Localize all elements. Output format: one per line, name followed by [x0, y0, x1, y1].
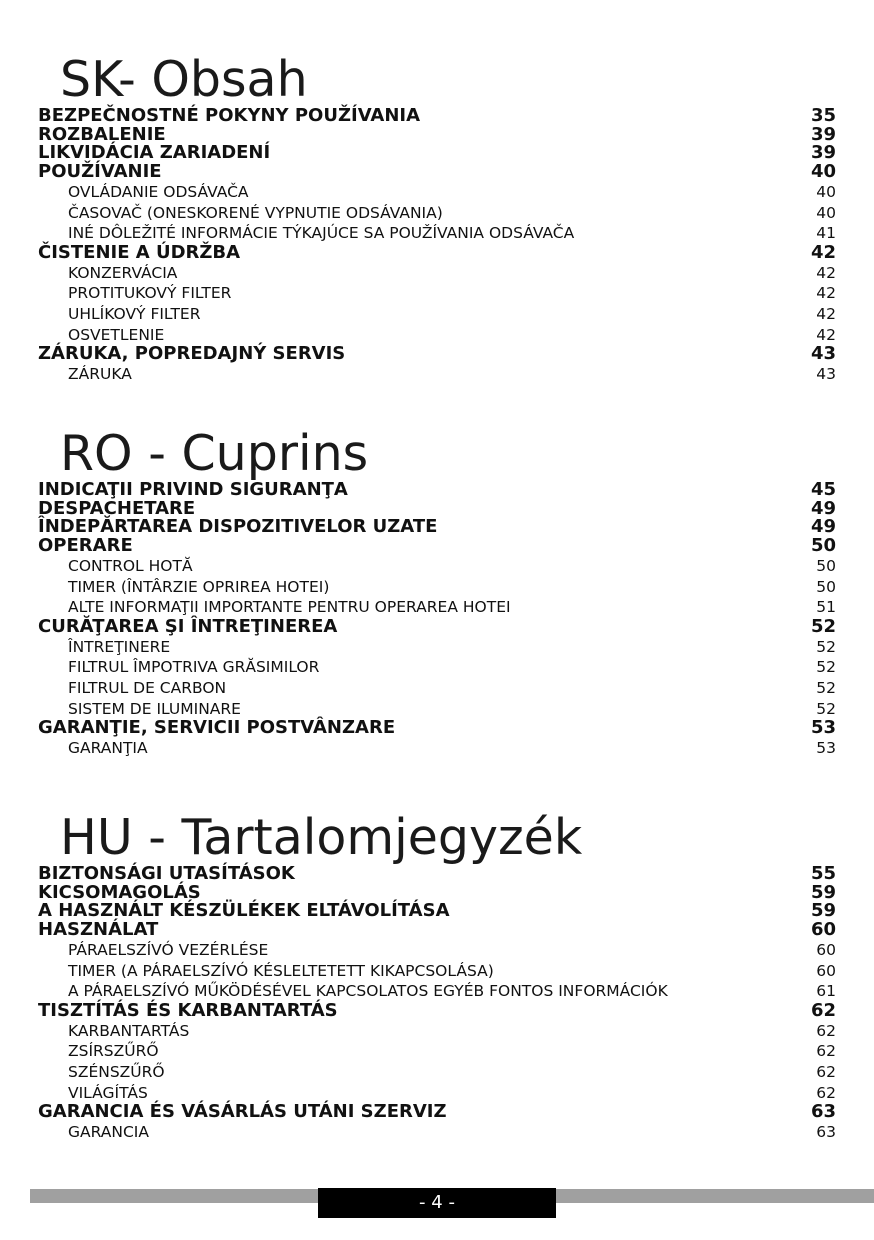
toc-entry-label: TISZTÍTÁS ÉS KARBANTARTÁS: [38, 999, 338, 1021]
toc-chapter-entry: [38, 163, 836, 182]
toc-entry-label: UHLÍKOVÝ FILTER: [68, 305, 201, 324]
toc-entry-label: CURĂŢAREA ŞI ÎNTREŢINEREA: [38, 615, 338, 637]
toc-entry-page: 59: [810, 881, 836, 903]
section-title: HU - Tartalomjegyzék: [60, 809, 583, 866]
toc-entry-label: INDICAŢII PRIVIND SIGURANŢA: [38, 479, 348, 500]
toc-list: [38, 865, 836, 1143]
toc-entry-page: 42: [816, 305, 836, 324]
toc-entry-label: TIMER (ÎNTÂRZIE OPRIREA HOTEI): [68, 577, 330, 596]
toc-chapter-entry: [38, 719, 836, 738]
toc-entry-page: 40: [816, 203, 836, 222]
toc-subentry: [38, 637, 836, 658]
toc-entry-label: ÎNDEPĂRTAREA DISPOZITIVELOR UZATE: [38, 516, 438, 538]
toc-chapter-entry: [38, 999, 836, 1021]
toc-entry-page: 60: [816, 940, 836, 959]
toc-subentry: [38, 738, 836, 759]
toc-subentry: [38, 981, 836, 1002]
toc-entry-page: 52: [816, 679, 836, 698]
toc-entry-page: 39: [810, 142, 836, 164]
toc-entry-label: HASZNÁLAT: [38, 919, 159, 941]
toc-entry-label: ZÁRUKA: [68, 365, 132, 384]
toc-entry-label: A HASZNÁLT KÉSZÜLÉKEK ELTÁVOLÍTÁSA: [38, 900, 450, 922]
toc-entry-label: OPERARE: [38, 535, 133, 557]
toc-subentry: [38, 1122, 836, 1143]
toc-chapter-entry: [38, 865, 836, 884]
toc-chapter-entry: [38, 537, 836, 556]
toc-entry-label: BEZPEČNOSTNÉ POKYNY POUŽÍVANIA: [38, 105, 421, 126]
toc-entry-label: ALTE INFORMAŢII IMPORTANTE PENTRU OPERAREA HOTEI: [68, 598, 511, 617]
toc-entry-label: INÉ DÔLEŽITÉ INFORMÁCIE TÝKAJÚCE SA POUŽÍVANIA ODSÁVAČA: [68, 224, 575, 243]
toc-entry-page: 35: [810, 105, 836, 126]
toc-entry-label: POUŽÍVANIE: [38, 161, 162, 183]
toc-entry-page: 51: [816, 598, 836, 617]
toc-entry-label: GARANCIA: [68, 1123, 149, 1142]
toc-entry-page: 40: [816, 182, 836, 201]
toc-chapter-entry: [38, 615, 836, 637]
toc-chapter-entry: [38, 481, 836, 500]
toc-entry-page: 53: [816, 739, 836, 758]
toc-entry-page: 49: [810, 497, 836, 519]
toc-subentry: [38, 577, 836, 598]
toc-entry-page: 42: [816, 325, 836, 344]
toc-entry-page: 61: [816, 982, 836, 1001]
toc-chapter-entry: [38, 1103, 836, 1122]
toc-entry-label: PÁRAELSZÍVÓ VEZÉRLÉSE: [68, 940, 269, 959]
toc-entry-label: GARANCIA ÉS VÁSÁRLÁS UTÁNI SZERVIZ: [38, 1101, 447, 1123]
toc-entry-page: 43: [816, 365, 836, 384]
toc-entry-page: 52: [816, 699, 836, 718]
toc-entry-label: SZÉNSZŰRŐ: [68, 1063, 165, 1082]
toc-entry-page: 60: [816, 961, 836, 980]
toc-section-ro: [38, 425, 836, 759]
toc-entry-page: 39: [810, 123, 836, 145]
toc-entry-label: VILÁGÍTÁS: [68, 1083, 148, 1102]
toc-entry-label: DESPACHETARE: [38, 497, 196, 519]
toc-entry-label: SISTEM DE ILUMINARE: [68, 699, 241, 718]
toc-subentry: [38, 1021, 836, 1042]
toc-subentry: [38, 223, 836, 244]
toc-list: [38, 107, 836, 385]
toc-entry-label: ZÁRUKA, POPREDAJNÝ SERVIS: [38, 343, 346, 365]
toc-subentry: [38, 678, 836, 699]
toc-entry-page: 42: [816, 284, 836, 303]
toc-entry-page: 41: [816, 224, 836, 243]
toc-entry-label: CONTROL HOTĂ: [68, 556, 193, 575]
toc-entry-page: 49: [810, 516, 836, 538]
toc-entry-page: 55: [810, 863, 836, 884]
toc-entry-label: ČASOVAČ (ONESKORENÉ VYPNUTIE ODSÁVANIA): [68, 203, 443, 222]
toc-section-hu: [38, 809, 836, 1143]
toc-entry-label: ZSÍRSZŰRŐ: [68, 1042, 159, 1061]
toc-entry-page: 62: [810, 999, 836, 1021]
toc-chapter-entry: [38, 345, 836, 364]
toc-entry-label: KICSOMAGOLÁS: [38, 881, 201, 903]
toc-subentry: [38, 304, 836, 325]
toc-entry-page: 62: [816, 1042, 836, 1061]
toc-entry-page: 62: [816, 1063, 836, 1082]
toc-entry-page: 40: [810, 161, 836, 183]
toc-entry-page: 42: [816, 263, 836, 282]
section-title: SK- Obsah: [60, 51, 308, 108]
toc-entry-page: 52: [810, 615, 836, 637]
toc-entry-label: OSVETLENIE: [68, 325, 165, 344]
toc-entry-page: 62: [816, 1083, 836, 1102]
toc-subentry: [38, 657, 836, 678]
toc-entry-page: 50: [816, 577, 836, 596]
toc-entry-page: 59: [810, 900, 836, 922]
toc-entry-label: A PÁRAELSZÍVÓ MŰKÖDÉSÉVEL KAPCSOLATOS EGYÉB FONTOS INFORMÁCIÓK: [68, 982, 668, 1001]
toc-subentry: [38, 263, 836, 284]
toc-entry-label: KONZERVÁCIA: [68, 263, 178, 282]
toc-entry-page: 63: [810, 1101, 836, 1123]
toc-section-sk: [38, 51, 836, 385]
toc-entry-label: GARANŢIA: [68, 739, 148, 758]
toc-subentry: [38, 1062, 836, 1083]
toc-subentry: [38, 597, 836, 618]
toc-entry-page: 53: [810, 717, 836, 739]
toc-subentry: [38, 364, 836, 385]
toc-subentry: [38, 203, 836, 224]
toc-entry-page: 50: [816, 556, 836, 575]
toc-entry-label: LIKVIDÁCIA ZARIADENÍ: [38, 142, 271, 164]
toc-entry-page: 52: [816, 637, 836, 656]
toc-entry-label: ÎNTREŢINERE: [68, 637, 171, 656]
toc-chapter-entry: [38, 241, 836, 263]
toc-subentry: [38, 283, 836, 304]
footer-page-number: - 4 -: [318, 1188, 556, 1218]
toc-entry-label: FILTRUL DE CARBON: [68, 679, 227, 698]
toc-entry-page: 52: [816, 658, 836, 677]
toc-list: [38, 481, 836, 759]
section-title: RO - Cuprins: [60, 425, 369, 482]
toc-entry-page: 60: [810, 919, 836, 941]
toc-entry-page: 50: [810, 535, 836, 557]
toc-entry-page: 43: [810, 343, 836, 365]
toc-chapter-entry: [38, 921, 836, 940]
toc-entry-page: 63: [816, 1123, 836, 1142]
toc-subentry: [38, 556, 836, 577]
toc-entry-page: 45: [810, 479, 836, 500]
toc-entry-label: OVLÁDANIE ODSÁVAČA: [68, 182, 249, 201]
toc-entry-label: FILTRUL ÎMPOTRIVA GRĂSIMILOR: [68, 658, 320, 677]
toc-subentry: [38, 1041, 836, 1062]
toc-subentry: [38, 961, 836, 982]
toc-entry-label: ROZBALENIE: [38, 123, 166, 145]
toc-chapter-entry: [38, 518, 836, 537]
toc-subentry: [38, 940, 836, 961]
toc-entry-label: TIMER (A PÁRAELSZÍVÓ KÉSLELTETETT KIKAPCSOLÁSA): [68, 961, 494, 980]
toc-entry-page: 42: [810, 241, 836, 263]
toc-entry-label: GARANŢIE, SERVICII POSTVÂNZARE: [38, 717, 396, 739]
toc-chapter-entry: [38, 107, 836, 126]
toc-entry-page: 62: [816, 1021, 836, 1040]
toc-entry-label: PROTITUKOVÝ FILTER: [68, 284, 232, 303]
toc-entry-label: KARBANTARTÁS: [68, 1021, 190, 1040]
toc-entry-label: ČISTENIE A ÚDRŽBA: [38, 241, 241, 263]
toc-entry-label: BIZTONSÁGI UTASÍTÁSOK: [38, 863, 295, 884]
toc-subentry: [38, 182, 836, 203]
